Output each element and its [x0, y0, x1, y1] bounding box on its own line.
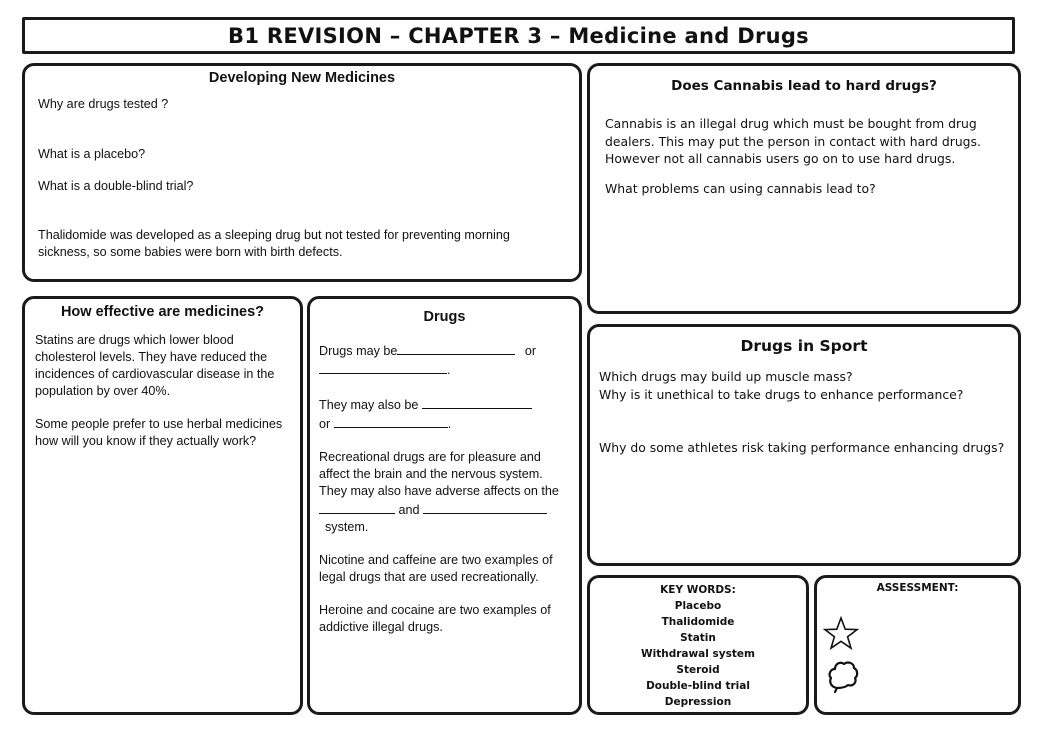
- cannabis-content: [605, 115, 1000, 197]
- key-word-item: Placebo: [674, 600, 722, 612]
- or-text: or: [524, 344, 537, 358]
- sport-question-risk: Why do some athletes risk taking performance enhancing drugs?: [599, 440, 1005, 455]
- cannabis-panel: [587, 63, 1021, 314]
- blank-line: [422, 395, 532, 409]
- cannabis-question: What problems can using cannabis lead to?: [605, 180, 876, 196]
- developing-medicines-panel: [22, 63, 582, 282]
- blank-line: [423, 500, 547, 514]
- page-title: B1 REVISION – CHAPTER 3 – Medicine and Drugs: [228, 24, 809, 48]
- drugs-line2-cont: or .: [319, 414, 571, 433]
- assessment-panel: [814, 575, 1021, 715]
- key-word-item: Double-blind trial: [646, 680, 750, 692]
- blank-line: [334, 414, 448, 428]
- effective-heading: How effective are medicines?: [60, 304, 265, 320]
- drugs-line1: [319, 341, 571, 360]
- recreational-text: [319, 449, 571, 536]
- key-word-item: Depression: [664, 696, 732, 708]
- drugs-in-sport-panel: [587, 324, 1021, 566]
- statins-text: Statins are drugs which lower blood cholesterol levels. They have reduced the incidences of cardiovascular disease in the population by over 40%.: [35, 333, 275, 398]
- blank-line: [319, 500, 395, 514]
- cannabis-text: Cannabis is an illegal drug which must be bought from drug dealers. This may put the person in contact with hard drugs. However not all cannabis users go on to use hard drugs.: [605, 116, 981, 166]
- sport-content: [599, 368, 1009, 457]
- sport-question-muscle: Which drugs may build up muscle mass?: [599, 369, 853, 384]
- question-placebo: What is a placebo?: [38, 147, 146, 161]
- they-may-also-be-text: They may also be: [319, 398, 419, 412]
- effective-medicines-panel: [22, 296, 303, 715]
- title-bar: [22, 17, 1015, 54]
- assessment-heading: ASSESSMENT:: [876, 582, 959, 594]
- drugs-heading: Drugs: [423, 309, 466, 325]
- drugs-line1-cont: .: [319, 360, 571, 379]
- effective-content: [35, 332, 285, 450]
- recreational-sentence: Recreational drugs are for pleasure and affect the brain and the nervous system. They may also have adverse affects on the: [319, 450, 559, 498]
- key-words-heading: KEY WORDS:: [660, 584, 736, 596]
- thalidomide-fact: Thalidomide was developed as a sleeping drug but not tested for preventing morning sickness, so some babies were born with birth defects.: [38, 228, 510, 259]
- sport-question-unethical: Why is it unethical to take drugs to enhance performance?: [599, 386, 964, 402]
- blank-line: [319, 360, 447, 374]
- drugs-line2: [319, 395, 571, 414]
- key-word-item: Thalidomide: [661, 616, 735, 628]
- developing-heading: Developing New Medicines: [208, 70, 396, 86]
- and-text: and: [398, 503, 420, 517]
- brain-icon: [827, 658, 859, 694]
- system-text: system.: [325, 520, 369, 534]
- sport-heading: Drugs in Sport: [740, 337, 868, 355]
- cannabis-heading: Does Cannabis lead to hard drugs?: [671, 78, 937, 94]
- drugs-may-be-text: Drugs may be: [319, 344, 398, 358]
- star-icon: [823, 616, 859, 650]
- herbal-text: Some people prefer to use herbal medicines how will you know if they actually work?: [35, 417, 283, 448]
- or-text: or: [319, 417, 331, 431]
- developing-content: [38, 96, 558, 261]
- blank-line: [397, 341, 515, 355]
- illegal-drugs-text: Heroine and cocaine are two examples of addictive illegal drugs.: [319, 603, 551, 634]
- key-words-panel: [587, 575, 809, 715]
- question-why-tested: Why are drugs tested ?: [38, 97, 169, 111]
- key-word-item: Statin: [680, 632, 716, 644]
- key-word-item: Steroid: [676, 664, 720, 676]
- key-word-item: Withdrawal system: [641, 648, 755, 660]
- question-double-blind: What is a double-blind trial?: [38, 179, 194, 193]
- key-words-list: [590, 582, 806, 710]
- drugs-content: [319, 341, 571, 636]
- drugs-panel: [307, 296, 582, 715]
- legal-drugs-text: Nicotine and caffeine are two examples of legal drugs that are used recreationally.: [319, 553, 553, 584]
